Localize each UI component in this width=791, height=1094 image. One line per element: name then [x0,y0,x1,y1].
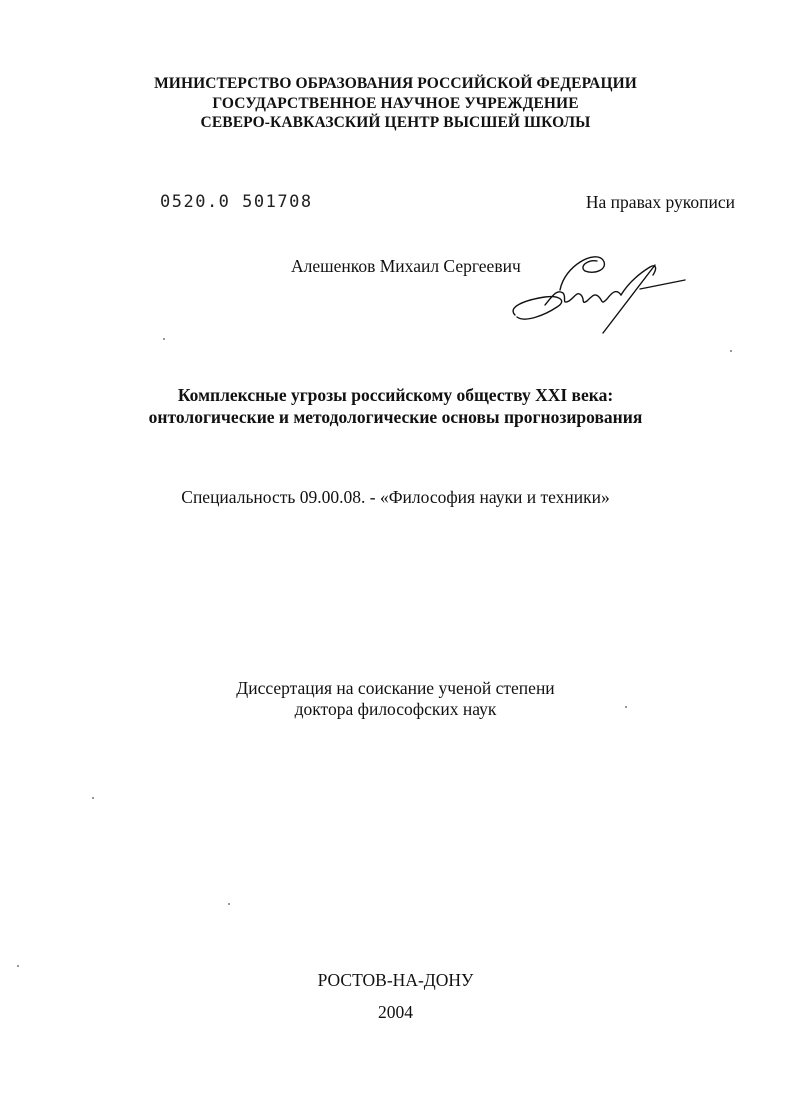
degree-line-2: доктора философских наук [294,699,497,719]
title-line-2: онтологические и методологические основы прогнозирования [148,407,643,427]
header-line-1: МИНИСТЕРСТВО ОБРАЗОВАНИЯ РОССИЙСКОЙ ФЕДЕРАЦИИ [154,75,637,92]
dissertation-title [0,384,791,428]
scan-speck [730,350,732,352]
ministry-header [0,74,791,133]
scan-speck [17,965,19,967]
year: 2004 [378,1002,413,1022]
scan-speck [228,903,230,905]
city: РОСТОВ-НА-ДОНУ [317,970,474,990]
scan-speck [625,706,627,708]
signature-icon [505,245,695,340]
scan-speck [92,797,94,799]
catalog-code: 0520.0 501708 [160,192,313,212]
title-line-1: Комплексные угрозы российскому обществу XXI века: [177,385,614,405]
degree-statement [0,678,791,720]
manuscript-note: На правах рукописи [585,192,735,212]
author-name: Алешенков Михаил Сергеевич [291,256,521,276]
degree-line-1: Диссертация на соискание ученой степени [236,678,555,698]
header-line-2: ГОСУДАРСТВЕННОЕ НАУЧНОЕ УЧРЕЖДЕНИЕ [212,94,579,112]
header-line-3: СЕВЕРО-КАВКАЗСКИЙ ЦЕНТР ВЫСШЕЙ ШКОЛЫ [200,114,591,131]
specialty-line: Специальность 09.00.08. - «Философия науки и техники» [181,487,610,507]
scan-speck [163,338,165,340]
